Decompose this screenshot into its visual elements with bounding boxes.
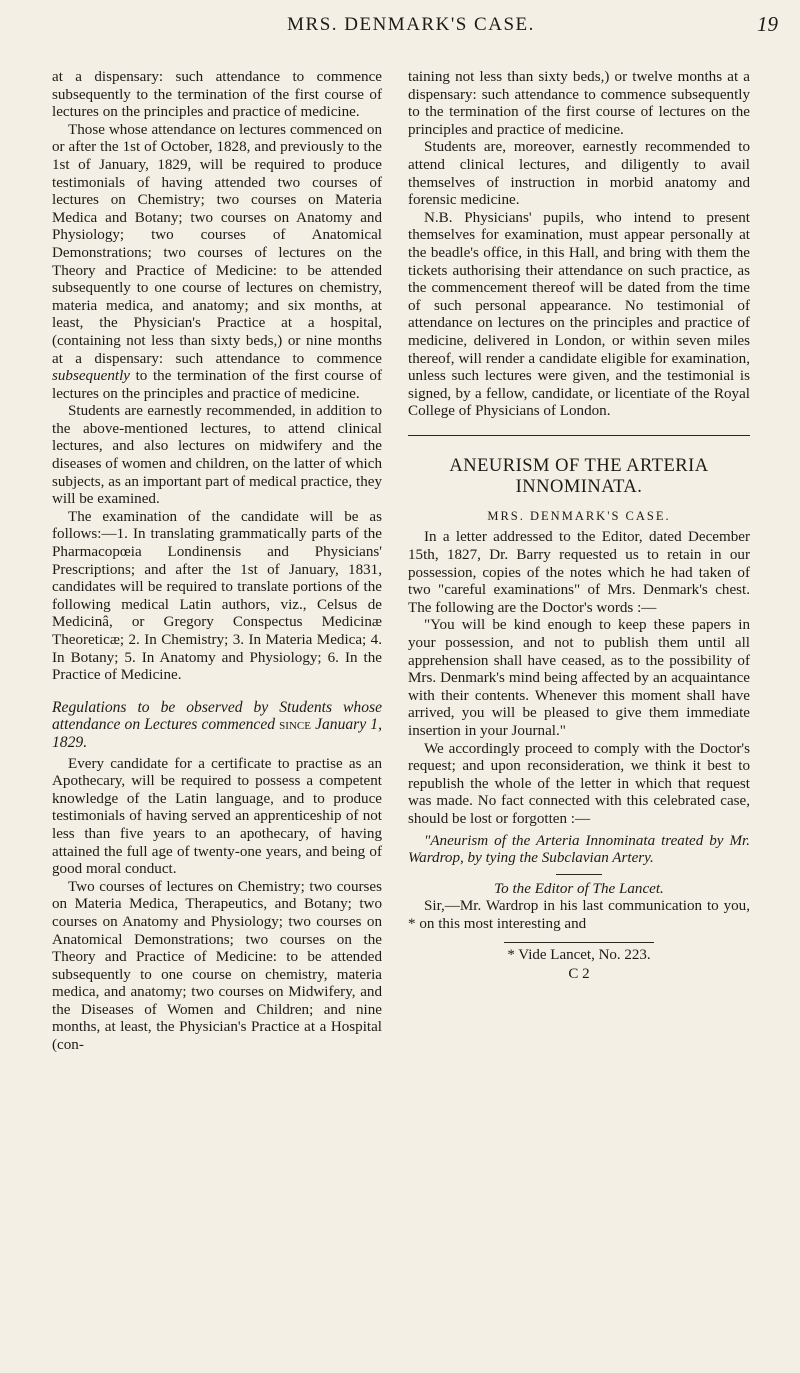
running-title: MRS. DENMARK'S CASE.	[287, 14, 535, 35]
paragraph: "You will be kind enough to keep these papers in your possession, and not to publish them until all apprehension shall have ceased, as to the possibility of Mrs. Denmark's mind being affected by an acquaintance with their contents. Whenever this moment shall have arrived, you will be pleased to give them immediate insertion in your Journal."	[408, 617, 750, 739]
letter-address: To the Editor of The Lancet.	[494, 880, 664, 897]
section-divider	[408, 435, 750, 436]
paragraph: taining not less than sixty beds,) or twelve months at a dispensary: such attendance to commence subsequently to the termination of the first course of lectures on the principles and practice of medicine.	[408, 69, 750, 138]
footnote-divider	[504, 942, 654, 943]
article-title-line: ANEURISM OF THE ARTERIA	[449, 455, 709, 476]
footnote: * Vide Lancet, No. 223.	[507, 946, 651, 963]
signature-mark: C 2	[568, 966, 590, 983]
emphasis-text: subsequently	[52, 368, 130, 385]
paragraph: Students are earnestly recommended, in addition to the above-mentioned lectures, to attend clinical lectures, and also lectures on midwifery and the diseases of women and children, on the latter of which subjects, as an important part of medical practice, they will be examined.	[52, 403, 382, 508]
paragraph: We accordingly proceed to comply with the Doctor's request; and upon reconsideration, we think it best to republish the whole of the letter in which that request was made. No fact connected with this celebrated case, should be lost or forgotten :—	[408, 740, 750, 827]
heading-date: January 1, 1829.	[52, 716, 382, 751]
heading-since: since	[279, 716, 311, 734]
paragraph	[52, 122, 382, 404]
paragraph: The examination of the candidate will be as follows:—1. In translating grammatically parts of the Pharmacopœia Londinensis and Physicians' Prescriptions; and after the 1st of January, 1831, candidates will be required to translate portions of the following medical Latin authors, viz., Celsus de Medicinâ, or Gregory Conspectus Medicinæ Theoreticæ; 2. In Chemistry; 3. In Materia Medica; 4. In Botany; 5. In Anatomy and Physiology; 6. In the Practice of Medicine.	[52, 508, 382, 684]
article-title	[408, 456, 750, 498]
paragraph: In a letter addressed to the Editor, dated December 15th, 1827, Dr. Barry requested us to retain in our possession, copies of the notes which he had taken of two "careful examinations" of Mrs. Denmark's chest. The following are the Doctor's words :—	[408, 529, 750, 616]
quoted-title: "Aneurism of the Arteria Innominata treated by Mr. Wardrop, by tying the Subclavian Artery.	[408, 832, 750, 867]
left-column	[52, 69, 382, 1055]
page-header	[44, 8, 778, 42]
paragraph: Sir,—Mr. Wardrop in his last communication to you, * on this most interesting and	[408, 898, 750, 932]
article-title-line: INNOMINATA.	[515, 476, 643, 497]
paragraph: at a dispensary: such attendance to commence subsequently to the termination of the first course of lectures on the principles and practice of medicine.	[52, 69, 382, 121]
paragraph-text: to the termination of the first course of lectures on the principles and practice of medicine.	[52, 368, 382, 402]
paragraph: Every candidate for a certificate to practise as an Apothecary, will be required to possess a competent knowledge of the Latin language, and to produce testimonials of having served an apprenticeship of not less than five years to an apothecary, of having attained the full age of twenty-one years, and being of good moral conduct.	[52, 755, 382, 878]
heading-text: Regulations to be observed by Students whose attendance on Lectures commenced	[52, 698, 382, 734]
regulations-heading	[52, 699, 382, 752]
page-number: 19	[757, 12, 778, 36]
paragraph: Two courses of lectures on Chemistry; two courses on Materia Medica, Therapeutics, and Botany; two courses on Anatomy and Physiology; two courses on Anatomical Demonstrations; two courses on the Theory and Practice of Medicine: to be attended subsequently to one course on chemistry, materia medica, and anatomy; two courses on Midwifery, and the Diseases of Women and Children; and nine months, at least, the Physician's Practice at a Hospital (con-	[52, 878, 382, 1054]
article-subtitle: MRS. DENMARK'S CASE.	[487, 508, 671, 523]
paragraph-text: Those whose attendance on lectures commenced on or after the 1st of October, 1828, and previously to the 1st of January, 1829, will be required to produce testimonials of having attended two courses of lectures on Chemistry; two courses on Materia Medica and Botany; two courses on Anatomy and Physiology; two courses of Anatomical Demonstrations; two courses of lectures on the Theory and Practice of Medicine: to be attended subsequently to one course of lectures on chemistry, materia medica, and anatomy; and six months, at least, the Physician's Practice at a hospital, (containing not less than sixty beds,) or nine months at a dispensary: such attendance to commence	[52, 121, 382, 367]
right-column	[408, 69, 750, 984]
short-divider	[556, 874, 602, 875]
paragraph: N.B. Physicians' pupils, who intend to present themselves for examination, must appear personally at the beadle's office, in this Hall, and bring with them the tickets authorising their attendance on such practice, as the commencement thereof will be dated from the time of such personal appearance. No testimonial of attendance on lectures on the principles and practice of medicine, delivered in London, or within seven miles thereof, will render a candidate eligible for examination, unless such lectures were given, and the testimonial is signed, by a fellow, candidate, or licentiate of the Royal College of Physicians of London.	[408, 209, 750, 420]
paragraph: Students are, moreover, earnestly recommended to attend clinical lectures, and diligently to avail themselves of instruction in morbid anatomy and forensic medicine.	[408, 139, 750, 209]
